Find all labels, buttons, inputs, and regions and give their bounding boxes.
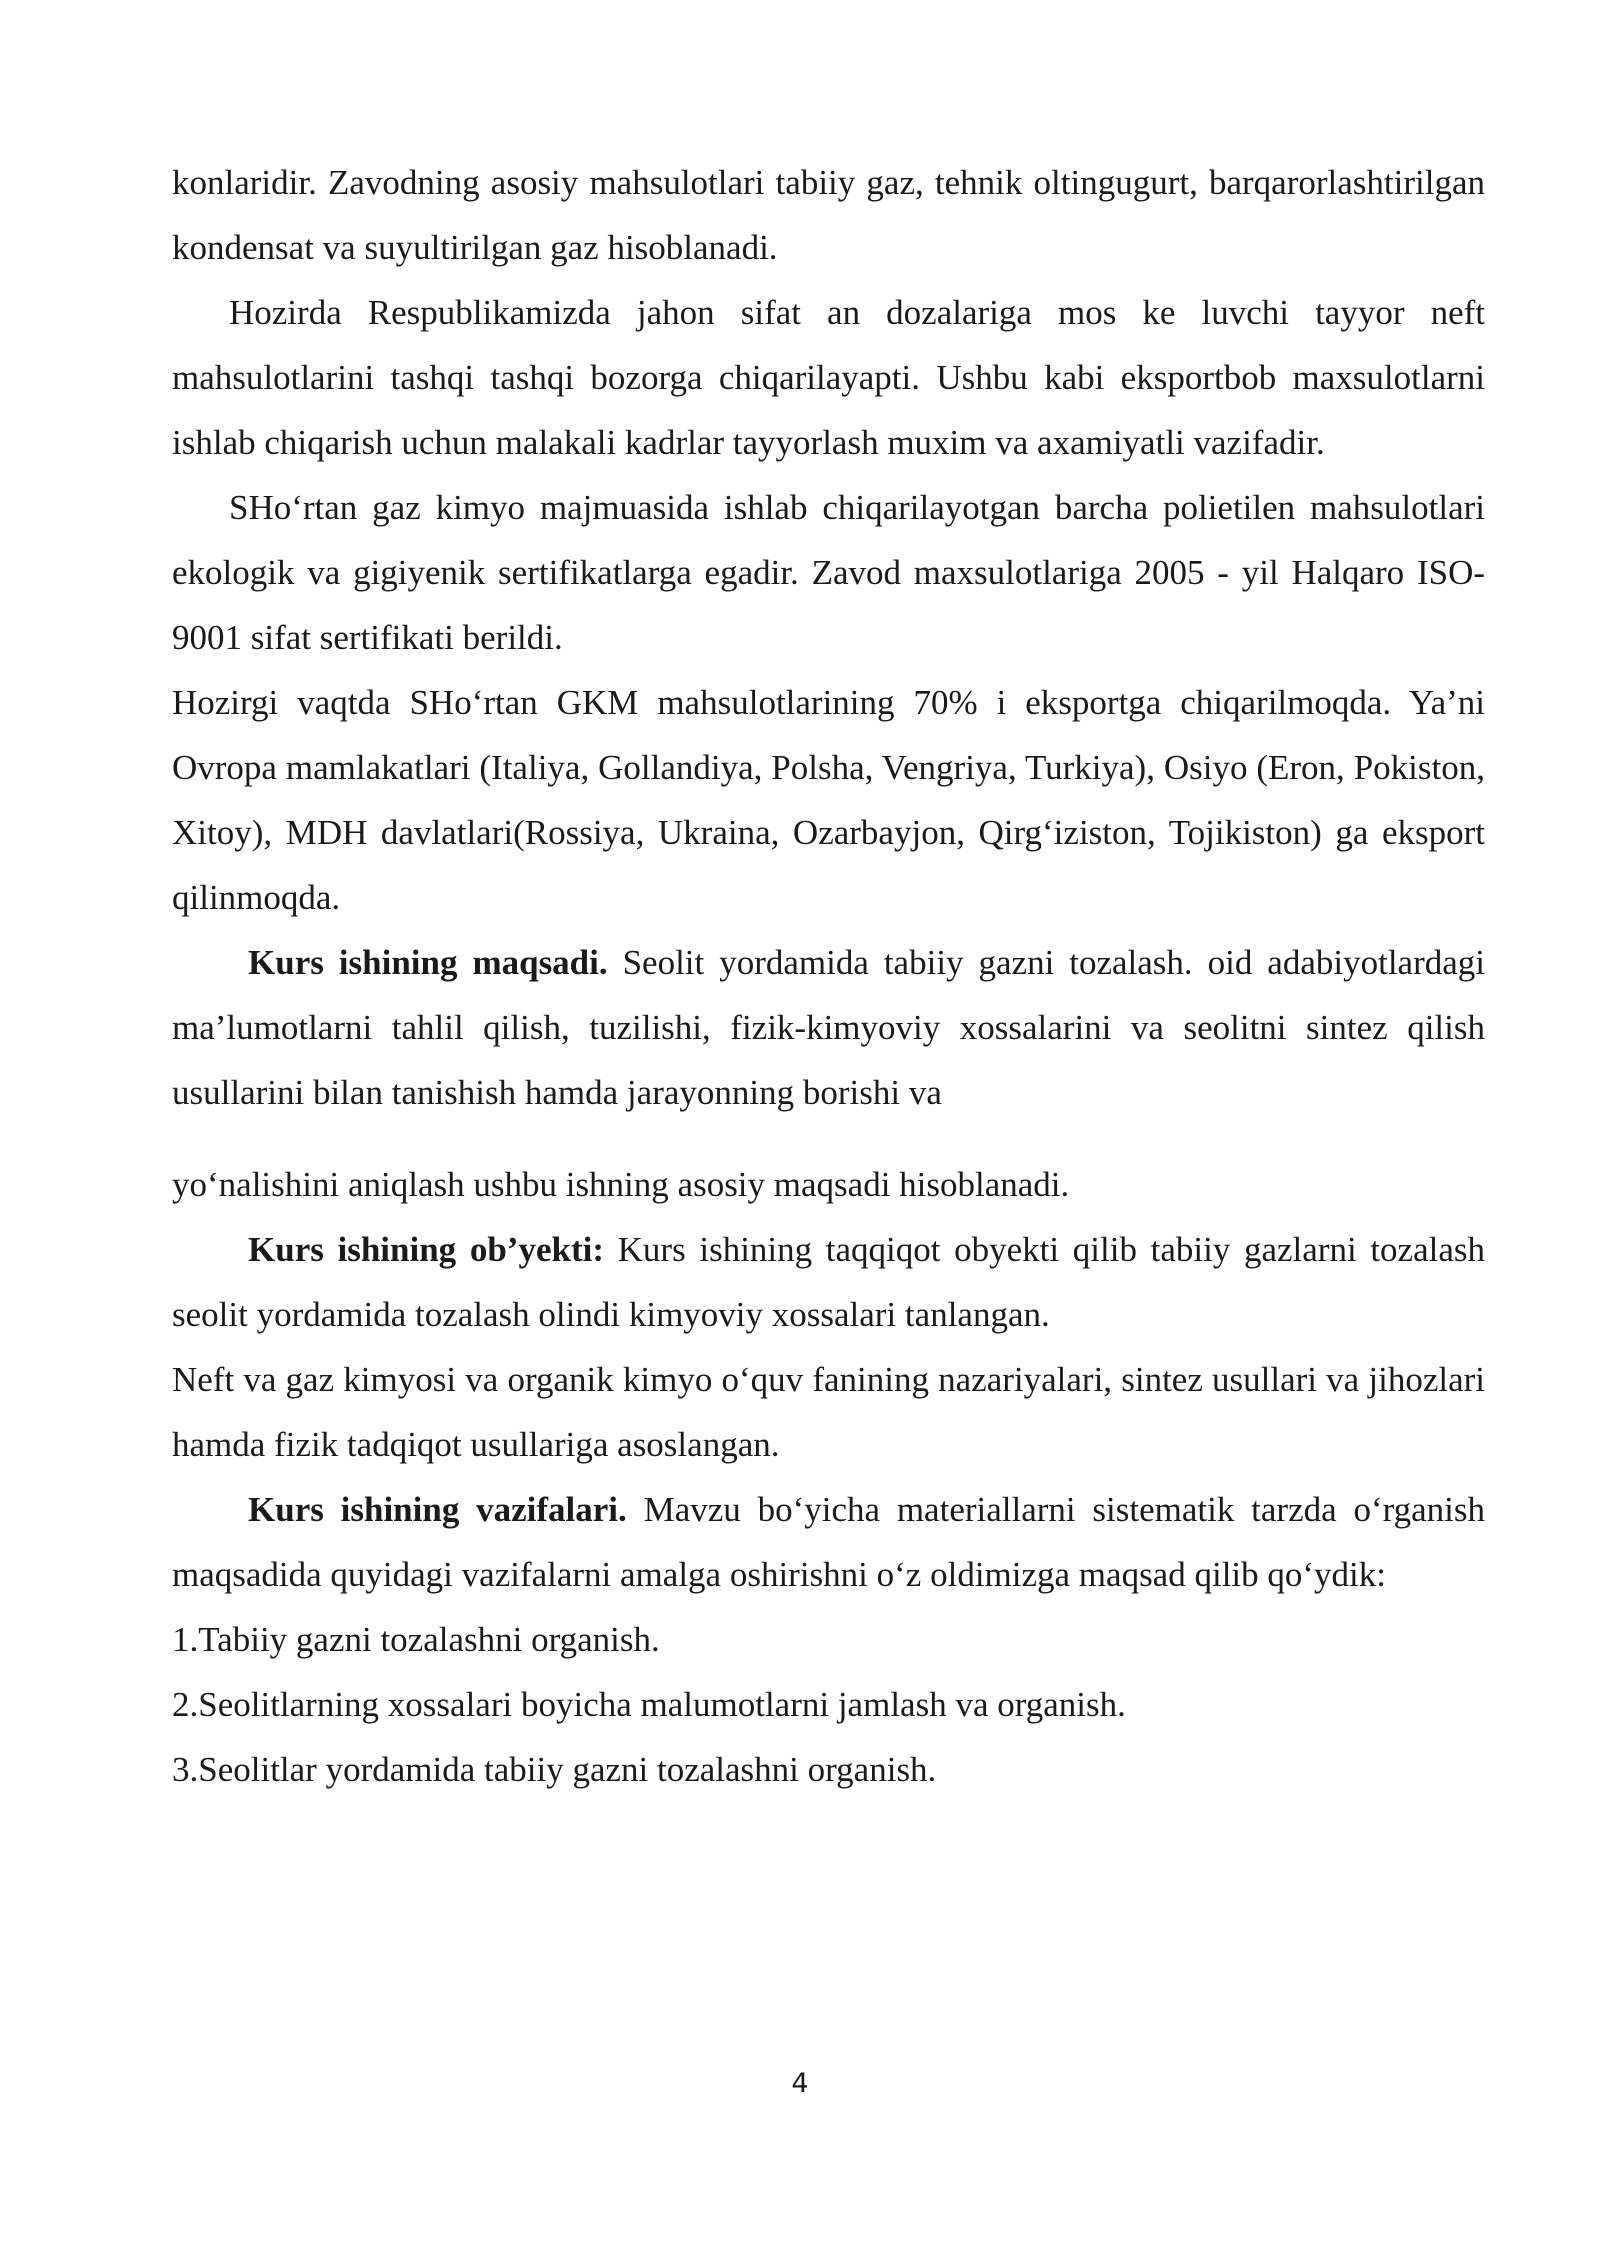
paragraph-course-goal [172, 930, 1485, 1125]
section-label-goal: Kurs ishining maqsadi. [248, 943, 608, 982]
task-list-item: 1.Tabiiy gazni tozalashni organish. [172, 1620, 660, 1659]
paragraph-text: Hozirda Respublikamizda jahon sifat an dozalariga mos ke luvchi tayyor neft mahsulotlarini tashqi tashqi bozorga chiqarilayapti. Ushbu kabi eksportbob maxsulotlarni ishlab chiqarish uchun malakali kadrlar tayyorlash muxim va axamiyatli vazifadir. [172, 293, 1485, 462]
paragraph-text: Hozirgi vaqtda SHo‘rtan GKM mahsulotlarining 70% i eksportga chiqarilmoqda. Ya’ni Ovropa mamlakatlari (Italiya, Gollandiya, Polsha, Vengriya, Turkiya), Osiyo (Eron, Pokiston, Xitoy), MDH davlatlari(Rossiya, Ukraina, Ozarbayjon, Qirg‘iziston, Tojikiston) ga eksport qilinmoqda. [172, 683, 1485, 917]
paragraph-certification [172, 475, 1485, 670]
paragraph-text: Seolit yordamida tabiiy gazni tozalash. oid adabiyotlardagi ma’lumotlarni tahlil qilish, tuzilishi, fizik-kimyoviy xossalarini va seolitni sintez qilish usullarini bilan tanishish hamda jarayonning borishi va [172, 943, 1485, 1112]
section-label-tasks: Kurs ishining vazifalari. [248, 1490, 627, 1529]
paragraph-export-products [172, 280, 1485, 475]
paragraph-continuation [172, 150, 1485, 280]
paragraph-text: yo‘nalishini aniqlash ushbu ishning asosiy maqsadi hisoblanadi. [172, 1165, 1070, 1204]
paragraph-goal-continuation [172, 1152, 1485, 1217]
paragraph-text: Kurs ishining taqqiqot obyekti qilib tabiiy gazlarni tozalash seolit yordamida tozalash olindi kimyoviy xossalari tanlangan. [172, 1230, 1485, 1334]
section-label-object: Kurs ishining ob’yekti: [248, 1230, 604, 1269]
paragraph-course-tasks [172, 1477, 1485, 1607]
task-list-item: 3.Seolitlar yordamida tabiiy gazni tozalashni organish. [172, 1750, 937, 1789]
paragraph-text: Mavzu bo‘yicha materiallarni sistematik tarzda o‘rganish maqsadida quyidagi vazifalarni amalga oshirishni o‘z oldimizga maqsad qilib qo‘ydik: [172, 1490, 1486, 1594]
page-number: 4 [791, 2068, 809, 2099]
paragraph-text: konlaridir. Zavodning asosiy mahsulotlari tabiiy gaz, tehnik oltingugurt, barqarorlashtirilgan kondensat va suyultirilgan gaz hisoblanadi. [172, 163, 1485, 267]
paragraph-course-object [172, 1217, 1485, 1347]
paragraph-theory-basis [172, 1347, 1485, 1477]
paragraph-export-countries [172, 670, 1485, 930]
page-body [172, 150, 1485, 1802]
paragraph-text: Neft va gaz kimyosi va organik kimyo o‘quv fanining nazariyalari, sintez usullari va jihozlari hamda fizik tadqiqot usullariga asoslangan. [172, 1360, 1485, 1464]
task-list-item: 2.Seolitlarning xossalari boyicha malumotlarni jamlash va organish. [172, 1685, 1126, 1724]
paragraph-text: SHo‘rtan gaz kimyo majmuasida ishlab chiqarilayotgan barcha polietilen mahsulotlari ekologik va gigiyenik sertifikatlarga egadir. Zavod maxsulotlariga 2005 - yil Halqaro ISO-9001 sifat sertifikati berildi. [172, 488, 1485, 657]
